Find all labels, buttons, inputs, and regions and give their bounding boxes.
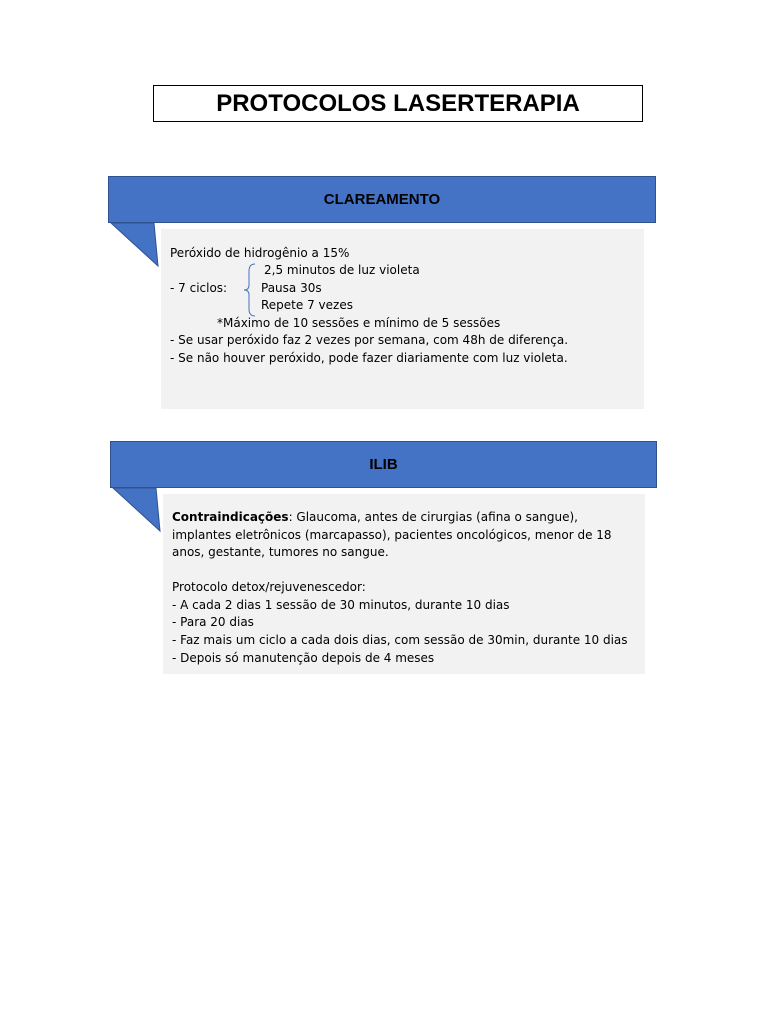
text-line: - Se usar peróxido faz 2 vezes por semana, com 48h de diferença. (170, 333, 569, 347)
section-header-ilib (110, 441, 657, 488)
text-line: - Para 20 dias (172, 615, 254, 629)
page-title: PROTOCOLOS LASERTERAPIA (153, 85, 643, 122)
contraindications-paragraph (172, 509, 632, 562)
text-line: *Máximo de 10 sessões e mínimo de 5 sessões (217, 316, 501, 330)
text-line: Peróxido de hidrogênio a 15% (170, 246, 350, 260)
section-content-ilib (163, 494, 645, 674)
text-line: Repete 7 vezes (261, 298, 353, 312)
text-line: - Se não houver peróxido, pode fazer diariamente com luz violeta. (170, 351, 568, 365)
contraindications-label: Contraindicações (172, 510, 289, 524)
section-content-clareamento (161, 229, 644, 409)
callout-pointer (108, 222, 160, 268)
text-line: - Faz mais um ciclo a cada dois dias, com sessão de 30min, durante 10 dias (172, 633, 628, 647)
section-header-label: ILIB (369, 456, 398, 473)
text-line: - A cada 2 dias 1 sessão de 30 minutos, durante 10 dias (172, 598, 510, 612)
brace-icon (243, 263, 259, 317)
text-line: - Depois só manutenção depois de 4 meses (172, 651, 435, 665)
callout-pointer (110, 487, 162, 533)
contraindications-text: : Glaucoma, antes de cirurgias (afina o sangue), implantes eletrônicos (marcapasso), pacientes oncológicos, menor de 18 anos, gestante, tumores no sangue. (172, 510, 612, 560)
text-line: Protocolo detox/rejuvenescedor: (172, 580, 366, 594)
text-line: - 7 ciclos: (170, 281, 228, 295)
text-line: Pausa 30s (261, 281, 322, 295)
text-line: 2,5 minutos de luz violeta (264, 263, 420, 277)
section-header-clareamento (108, 176, 656, 223)
section-header-label: CLAREAMENTO (323, 191, 441, 208)
